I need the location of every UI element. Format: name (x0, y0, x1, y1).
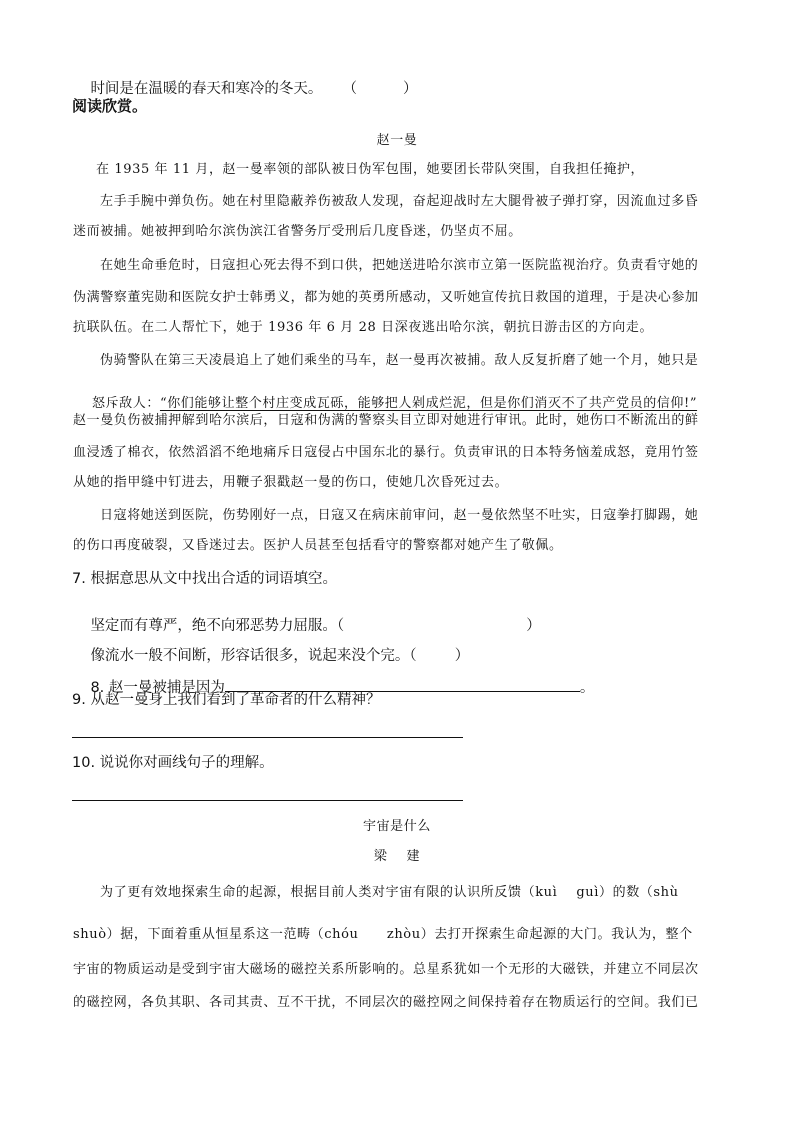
story-paragraph-3-line-2: 伪满警察董宪勋和医院女护士韩勇义，都为她的英勇所感动，又听她宣传抗日救国的道理，于是决心参加 (73, 290, 699, 305)
story-paragraph-3-line-3: 抗联队伍。在二人帮忙下，她于 1936 年 6 月 28 日深夜逃出哈尔滨，朝抗日游击区的方向走。 (73, 320, 654, 335)
story-paragraph-2-line-2: 迷而被捕。她被押到哈尔滨伪滨江省警务厅受刑后几度昏迷，仍坚贞不屈。 (73, 224, 522, 239)
story-paragraph-2-line-1: 左手手腕中弹负伤。她在村里隐蔽养伤被敌人发现，奋起迎战时左大腿骨被子弹打穿，因流血过多昏 (100, 194, 699, 209)
question-7a-close: ） (526, 617, 541, 634)
answer-paren: （ ） (342, 80, 418, 97)
question-9: 9. 从赵一曼身上我们看到了革命者的什么精神？ (72, 692, 381, 708)
article-2-title: 宇宙是什么 (362, 819, 431, 834)
underlined-sentence-prefix: 怒斥敌人： (91, 396, 160, 411)
trailing-question-text: 时间是在温暖的春天和寒冷的冬天。 (90, 80, 323, 97)
story-paragraph-4-line-3: 赵一曼负伤被捕押解到哈尔滨后，日寇和伪满的警察头目立即对她进行审讯。此时，她伤口不断流出的鲜 (73, 413, 699, 428)
question-7a-text: 坚定而有尊严，绝不向邪恶势力屈服。（ (90, 617, 345, 634)
story-paragraph-5-line-2: 的伤口再度破裂，又昏迷过去。医护人员甚至包括看守的警察都对她产生了敬佩。 (73, 538, 563, 553)
section-heading: 阅读欣赏。 (72, 97, 148, 115)
question-7b-answer-field[interactable] (417, 646, 455, 660)
article-2-line-4: 的磁控网，各负其职、各司其责、互不干扰，不同层次的磁控网之间保持着存在物质运行的空间。我们已 (73, 995, 699, 1010)
article-2-author: 梁 建 (373, 849, 421, 864)
question-8-answer-blank[interactable] (225, 677, 580, 692)
underlined-sentence: “你们能够让整个村庄变成瓦砾，能够把人剁成烂泥，但是你们消灭不了共产党员的信仰!” (159, 396, 698, 411)
article-2-line-1: 为了更有效地探索生命的起源，根据目前人类对宇宙有限的认识所反馈（kuì guì）的数（shù (100, 885, 679, 900)
article-2-line-3: 宇宙的物质运动是受到宇宙大磁场的磁控关系所影响的。总星系犹如一个无形的大磁铁，并建立不同层次 (73, 962, 699, 977)
question-8-end: 。 (579, 679, 595, 696)
question-7a-answer-field[interactable] (344, 616, 526, 630)
question-8-text: 8. 赵一曼被捕是因为 (90, 679, 225, 696)
question-7: 7. 根据意思从文中找出合适的词语填空。 (72, 571, 337, 587)
question-9-answer-line[interactable] (72, 737, 463, 738)
story-paragraph-3-line-1: 在她生命垂危时，日寇担心死去得不到口供，把她送进哈尔滨市立第一医院监视治疗。负责看守她的 (100, 258, 699, 273)
question-10-answer-line[interactable] (72, 800, 463, 801)
question-10: 10. 说说你对画线句子的理解。 (72, 755, 274, 771)
article-2-line-2: shuò）据，下面着重从恒星系这一范畴（chóu zhòu）去打开探索生命起源的大门。我认为，整个 (73, 927, 693, 942)
question-7b-text: 像流水一般不间断，形容话很多，说起来没个完。（ (90, 647, 417, 664)
story-paragraph-4-line-5: 从她的指甲缝中钉进去，用鞭子狠戳赵一曼的伤口，使她几次昏死过去。 (73, 475, 509, 490)
story-paragraph-4-line-1: 伪骑警队在第三天凌晨追上了她们乘坐的马车，赵一曼再次被捕。敌人反复折磨了她一个月，她只是 (100, 353, 699, 368)
story-paragraph-1: 在 1935 年 11 月，赵一曼率领的部队被日伪军包围，她要团长带队突围，自我担任掩护， (96, 162, 645, 177)
story-paragraph-5-line-1: 日寇将她送到医院，伤势刚好一点，日寇又在病床前审问，赵一曼依然坚不吐实，日寇拳打脚踢，她 (100, 508, 699, 523)
story-paragraph-4-line-4: 血浸透了棉衣，依然滔滔不绝地痛斥日寇侵占中国东北的暴行。负责审讯的日本特务恼羞成怒，竟用竹签 (73, 445, 699, 460)
question-7b-close: ） (454, 647, 470, 664)
story-title: 赵一曼 (376, 133, 418, 148)
